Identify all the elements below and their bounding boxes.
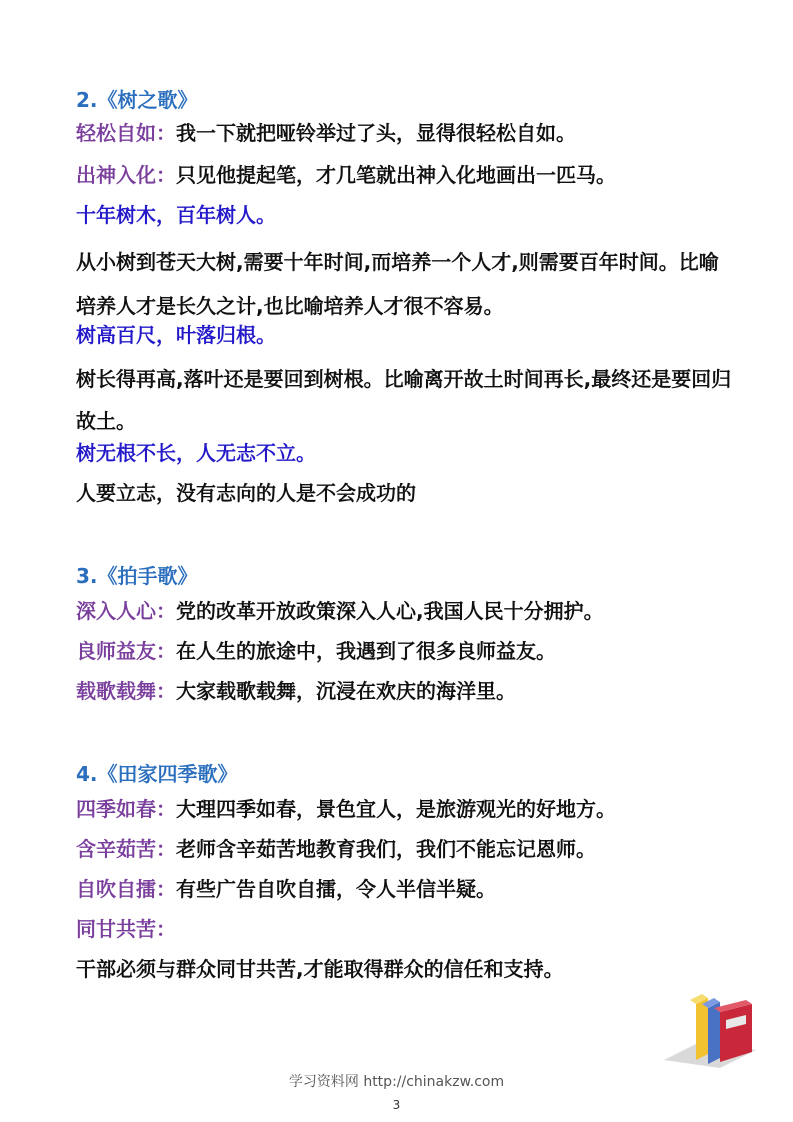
entry-term: 自吹自擂： bbox=[76, 877, 176, 901]
proverb-title-2: 树高百尺，叶落归根。 bbox=[76, 323, 276, 347]
entry-zichuizilei bbox=[76, 874, 736, 904]
books-icon bbox=[660, 990, 760, 1070]
entry-term: 出神入化： bbox=[76, 163, 176, 187]
entry-text: 大家载歌载舞，沉浸在欢庆的海洋里。 bbox=[176, 679, 516, 703]
entry-liangshiyiyou bbox=[76, 636, 736, 666]
entry-hanxinrukun bbox=[76, 834, 736, 864]
footer-watermark: 学习资料网 http://chinakzw.com bbox=[288, 1074, 505, 1090]
proverb-title-1: 十年树木，百年树人。 bbox=[76, 203, 276, 227]
entry-chushenruhua bbox=[76, 160, 736, 190]
proverb-title-3: 树无根不长，人无志不立。 bbox=[76, 441, 316, 465]
entry-sijiruchun bbox=[76, 794, 736, 824]
proverb-text-3: 人要立志，没有志向的人是不会成功的 bbox=[76, 481, 416, 505]
entry-text: 在人生的旅途中，我遇到了很多良师益友。 bbox=[176, 639, 556, 663]
entry-text: 有些广告自吹自擂，令人半信半疑。 bbox=[176, 877, 496, 901]
proverb-text-2: 树长得再高,落叶还是要回到树根。比喻离开故土时间再长,最终还是要回归故土。 bbox=[76, 367, 732, 433]
section-title-4: 4.《田家四季歌》 bbox=[76, 762, 238, 786]
entry-term: 轻松自如： bbox=[76, 121, 176, 145]
entry-text: 党的改革开放政策深入人心,我国人民十分拥护。 bbox=[176, 599, 604, 623]
page-number: 3 bbox=[392, 1098, 401, 1112]
section-title-3: 3.《拍手歌》 bbox=[76, 564, 198, 588]
entry-text: 老师含辛茹苦地教育我们，我们不能忘记恩师。 bbox=[176, 837, 596, 861]
entry-term: 深入人心： bbox=[76, 599, 176, 623]
proverb-text-1: 从小树到苍天大树,需要十年时间,而培养一个人才,则需要百年时间。比喻培养人才是长久之计,也比喻培养人才很不容易。 bbox=[76, 250, 719, 318]
entry-qingsongziru bbox=[76, 118, 736, 148]
entry-shenrurenxin bbox=[76, 596, 736, 626]
entry-text: 大理四季如春，景色宜人，是旅游观光的好地方。 bbox=[176, 797, 616, 821]
entry-zaigezaiwu bbox=[76, 676, 736, 706]
entry-tongganhgongku-text: 干部必须与群众同甘共苦,才能取得群众的信任和支持。 bbox=[76, 957, 564, 981]
entry-term: 良师益友： bbox=[76, 639, 176, 663]
entry-term: 含辛茹苦： bbox=[76, 837, 176, 861]
entry-tongganhgongku-term bbox=[76, 914, 736, 944]
entry-term: 四季如春： bbox=[76, 797, 176, 821]
section-title-2: 2.《树之歌》 bbox=[76, 88, 198, 112]
entry-term: 载歌载舞： bbox=[76, 679, 176, 703]
entry-text: 我一下就把哑铃举过了头，显得很轻松自如。 bbox=[176, 121, 576, 145]
entry-term: 同甘共苦： bbox=[76, 917, 176, 941]
entry-text: 只见他提起笔，才几笔就出神入化地画出一匹马。 bbox=[176, 163, 616, 187]
